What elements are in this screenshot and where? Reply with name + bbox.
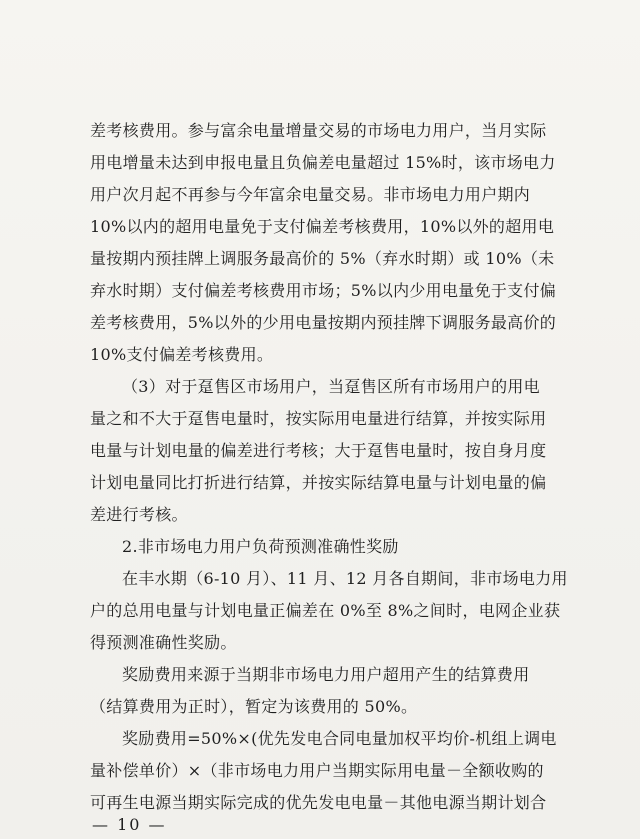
text-line: 可再生电源当期实际完成的优先发电电量－其他电源当期计划合 <box>90 793 547 812</box>
text-line: 电量与计划电量的偏差进行考核；大于趸售电量时，按自身月度 <box>90 441 547 460</box>
text-line: 10%以内的超用电量免于支付偏差考核费用，10%以外的超用电 <box>90 217 555 236</box>
text-line: （3）对于趸售区市场用户，当趸售区所有市场用户的用电 <box>122 377 540 396</box>
text-line: 弃水时期）支付偏差考核费用市场；5%以内少用电量免于支付偏 <box>90 281 557 300</box>
text-line: 量按期内预挂牌上调服务最高价的 5%（弃水时期）或 10%（未 <box>90 249 555 268</box>
text-line: 量之和不大于趸售电量时，按实际用电量进行结算，并按实际用 <box>90 409 547 428</box>
text-line: 差考核费用。参与富余电量增量交易的市场电力用户，当月实际 <box>90 121 547 140</box>
section-heading: 2.非市场电力用户负荷预测准确性奖励 <box>122 537 399 556</box>
text-line: 计划电量同比打折进行结算，并按实际结算电量与计划电量的偏 <box>90 473 547 492</box>
text-line: 用电增量未达到申报电量且负偏差电量超过 15%时，该市场电力 <box>90 153 556 172</box>
text-line: 用户次月起不再参与今年富余电量交易。非市场电力用户期内 <box>90 185 531 204</box>
text-line: 奖励费用=50%×(优先发电合同电量加权平均价-机组上调电 <box>122 729 557 748</box>
text-line: 差考核费用，5%以外的少用电量按期内预挂牌下调服务最高价的 <box>90 313 557 332</box>
text-line: 得预测准确性奖励。 <box>90 633 237 652</box>
text-line: 差进行考核。 <box>90 505 188 524</box>
text-line: 户的总用电量与计划电量正偏差在 0%至 8%之间时，电网企业获 <box>90 601 561 620</box>
text-line: 量补偿单价）×（非市场电力用户当期实际用电量－全额收购的 <box>90 761 544 780</box>
page-number: — 10 — <box>92 815 167 834</box>
text-line: （结算费用为正时），暂定为该费用的 50%。 <box>90 697 418 716</box>
text-line: 奖励费用来源于当期非市场电力用户超用产生的结算费用 <box>122 665 530 684</box>
text-line: 10%支付偏差考核费用。 <box>90 345 274 364</box>
text-line: 在丰水期（6-10 月）、11 月、12 月各自期间，非市场电力用 <box>122 569 568 588</box>
